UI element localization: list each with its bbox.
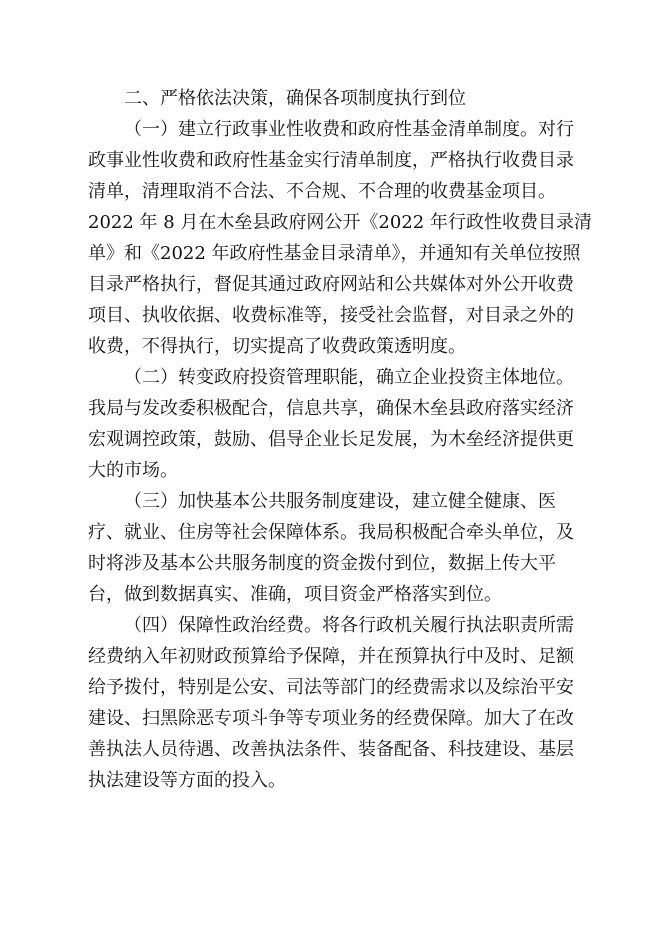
- paragraph-line: 大的市场。: [88, 460, 178, 481]
- paragraph-line: 疗、就业、住房等社会保障体系。我局积极配合牵头单位，及: [88, 522, 574, 543]
- paragraph-line: 清单，清理取消不合法、不合规、不合理的收费基金项目。: [88, 181, 556, 202]
- paragraph-line: （二）转变政府投资管理职能，确立企业投资主体地位。: [124, 367, 574, 388]
- paragraph-line: （三）加快基本公共服务制度建设，建立健全健康、医: [124, 491, 556, 512]
- paragraph-line: 台，做到数据真实、准确，项目资金严格落实到位。: [88, 584, 502, 605]
- paragraph-line: 善执法人员待遇、改善执法条件、装备配备、科技建设、基层: [88, 739, 574, 760]
- paragraph-line: 单》和《2022 年政府性基金目录清单》，并通知有关单位按照: [88, 243, 581, 264]
- paragraph-line: 执法建设等方面的投入。: [88, 770, 286, 791]
- paragraph-line: 给予拨付，特别是公安、司法等部门的经费需求以及综治平安: [88, 677, 574, 698]
- paragraph-line: 时将涉及基本公共服务制度的资金拨付到位，数据上传大平: [88, 553, 556, 574]
- section-heading: 二、严格依法决策，确保各项制度执行到位: [124, 88, 466, 109]
- paragraph-line: 经费纳入年初财政预算给予保障，并在预算执行中及时、足额: [88, 646, 574, 667]
- paragraph-line: 收费，不得执行，切实提高了收费政策透明度。: [88, 336, 466, 357]
- paragraph-line: 项目、执收依据、收费标准等，接受社会监督，对目录之外的: [88, 305, 574, 326]
- paragraph-line: 目录严格执行，督促其通过政府网站和公共媒体对外公开收费: [88, 274, 574, 295]
- paragraph-line: （四）保障性政治经费。将各行政机关履行执法职责所需: [124, 615, 574, 636]
- paragraph-line: 政事业性收费和政府性基金实行清单制度，严格执行收费目录: [88, 150, 574, 171]
- paragraph-line: （一）建立行政事业性收费和政府性基金清单制度。对行: [124, 119, 574, 140]
- paragraph-line: 我局与发改委积极配合，信息共享，确保木垒县政府落实经济: [88, 398, 574, 419]
- paragraph-line: 建设、扫黑除恶专项斗争等专项业务的经费保障。加大了在改: [88, 708, 574, 729]
- paragraph-line: 2022 年 8 月在木垒县政府网公开《2022 年行政性收费目录清: [88, 212, 592, 233]
- paragraph-line: 宏观调控政策，鼓励、倡导企业长足发展，为木垒经济提供更: [88, 429, 574, 450]
